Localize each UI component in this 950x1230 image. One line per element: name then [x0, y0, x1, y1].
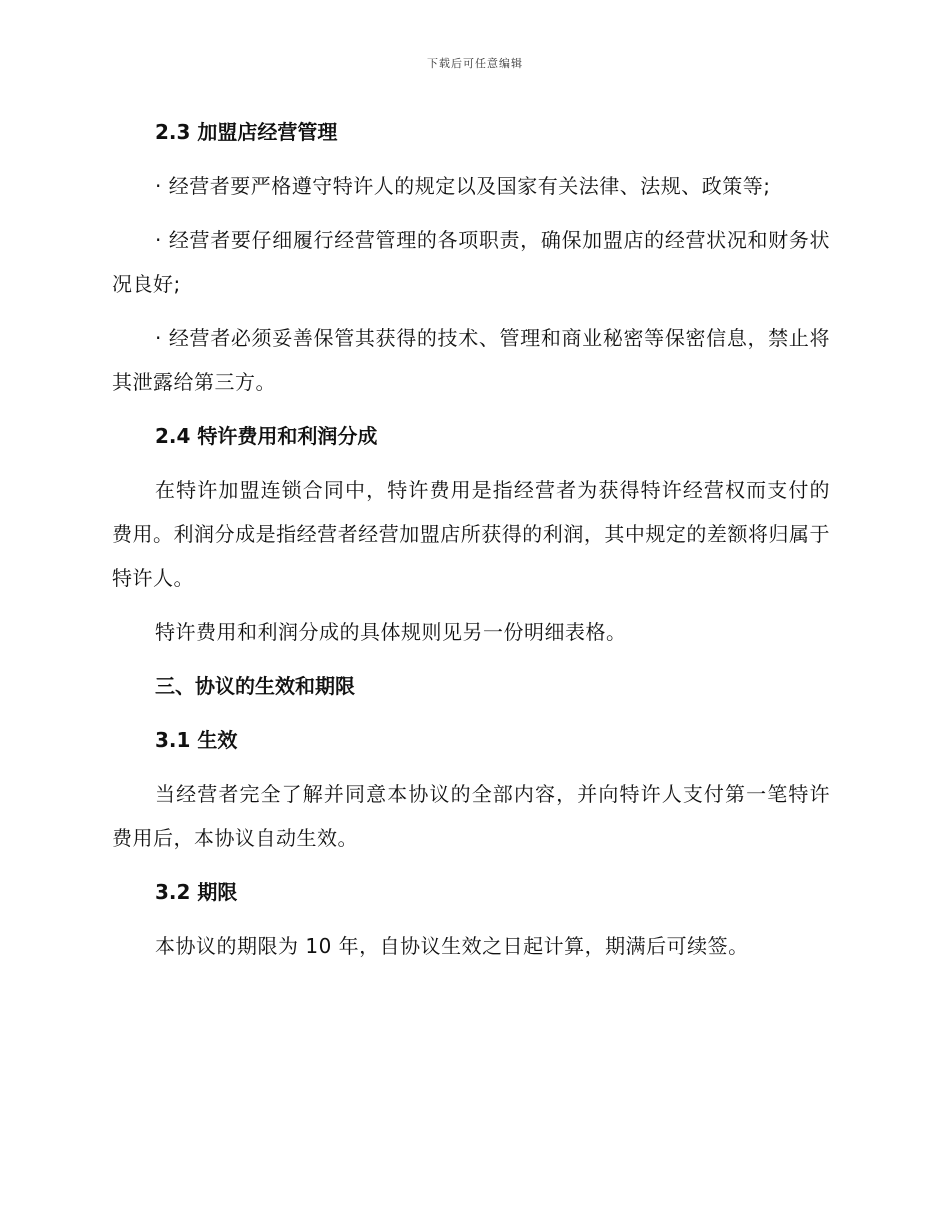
- section-heading-2-3: 2.3 加盟店经营管理: [155, 120, 338, 144]
- paragraph-fee-rules: 特许费用和利润分成的具体规则见另一份明细表格。: [155, 620, 627, 644]
- section-heading-2-4: 2.4 特许费用和利润分成: [155, 424, 378, 448]
- document-body: [112, 110, 830, 978]
- bullet-item-duties: · 经营者要仔细履行经营管理的各项职责，确保加盟店的经营状况和财务状况良好;: [112, 228, 830, 296]
- header-note: 下载后可任意编辑: [427, 57, 523, 70]
- section-heading-3-2: 3.2 期限: [155, 880, 238, 904]
- section-heading-3-1: 3.1 生效: [155, 728, 238, 752]
- paragraph-franchise-fee: 在特许加盟连锁合同中，特许费用是指经营者为获得特许经营权而支付的费用。利润分成是指经营者经营加盟店所获得的利润，其中规定的差额将归属于特许人。: [112, 478, 830, 590]
- paragraph-effectiveness: 当经营者完全了解并同意本协议的全部内容，并向特许人支付第一笔特许费用后，本协议自动生效。: [112, 782, 830, 850]
- paragraph-term: 本协议的期限为 10 年，自协议生效之日起计算，期满后可续签。: [155, 934, 749, 958]
- chapter-heading-3: 三、协议的生效和期限: [155, 674, 355, 698]
- bullet-item-compliance: · 经营者要严格遵守特许人的规定以及国家有关法律、法规、政策等;: [155, 174, 771, 198]
- bullet-item-confidentiality: · 经营者必须妥善保管其获得的技术、管理和商业秘密等保密信息，禁止将其泄露给第三方。: [112, 326, 830, 394]
